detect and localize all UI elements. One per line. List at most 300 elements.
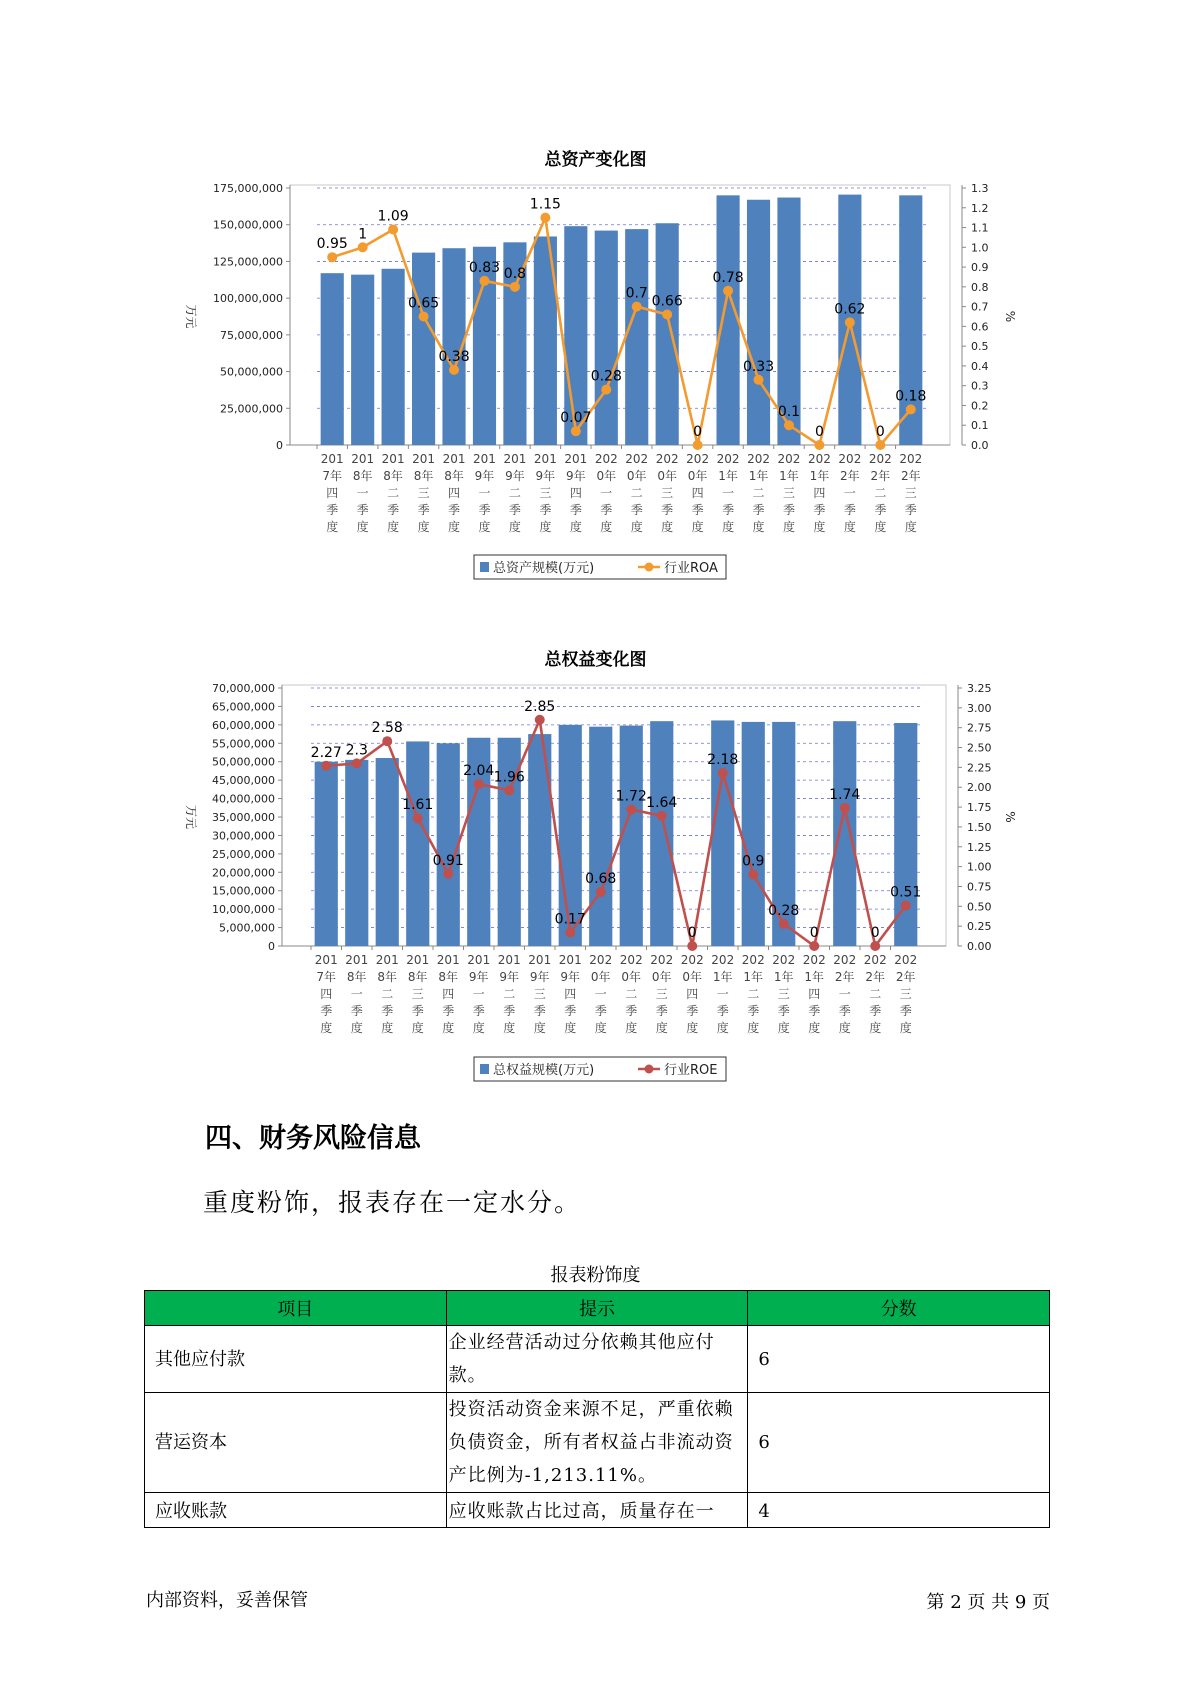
x-tick-label: 201 (473, 452, 496, 466)
line-point (449, 365, 459, 375)
data-label: 0.07 (560, 410, 592, 427)
x-tick-label: 0年 (687, 469, 708, 483)
data-label: 2.58 (371, 720, 403, 737)
row-hint: 投资活动资金来源不足，严重依赖负债资金，所有者权益占非流动资产比例为-1,213.11%。 (446, 1393, 748, 1493)
bar (315, 762, 338, 946)
x-tick-label: 1年 (718, 469, 738, 483)
x-tick-label: 度 (716, 1021, 729, 1035)
header-score: 分数 (748, 1291, 1050, 1326)
x-tick-label: 0年 (657, 469, 677, 483)
x-tick-label: 202 (625, 452, 649, 466)
x-tick-label: 度 (722, 520, 735, 534)
line-point (540, 213, 550, 223)
y2-tick-label: 1.75 (967, 801, 992, 815)
data-label: 0.9 (742, 853, 765, 870)
row-hint-text: 应收账款占比过高，质量存在一 (448, 1501, 715, 1522)
x-tick-label: 201 (467, 953, 491, 967)
legend-bar-label: 总权益规模(万元) (493, 1063, 595, 1078)
x-tick-label: 三 (533, 987, 546, 1001)
y-axis-title: 万元 (184, 304, 198, 329)
x-tick-label: 201 (345, 953, 369, 967)
x-tick-label: 9年 (468, 970, 489, 984)
x-tick-label: 季 (503, 1004, 516, 1018)
line-point (845, 317, 855, 327)
x-tick-label: 度 (442, 1021, 455, 1035)
x-tick-label: 季 (655, 1004, 668, 1018)
header-item: 项目 (145, 1291, 447, 1326)
x-tick-label: 度 (600, 520, 613, 534)
x-tick-label: 四 (813, 486, 826, 500)
x-tick-label: 度 (448, 520, 461, 534)
y2-tick-label: 1.0 (971, 241, 989, 255)
y2-tick-label: 1.1 (971, 221, 989, 235)
x-tick-label: 8年 (444, 469, 464, 483)
legend-bar-swatch (480, 1064, 489, 1074)
y-tick-label: 25,000,000 (220, 402, 283, 416)
y-tick-label: 5,000,000 (219, 921, 275, 935)
y-tick-label: 45,000,000 (212, 774, 275, 788)
x-tick-label: 9年 (505, 469, 525, 483)
x-tick-label: 度 (503, 1021, 516, 1035)
x-tick-label: 度 (381, 1021, 394, 1035)
x-tick-label: 季 (594, 1004, 607, 1018)
x-tick-label: 度 (594, 1021, 607, 1035)
y-tick-label: 0 (276, 439, 283, 452)
y-tick-label: 150,000,000 (213, 218, 283, 232)
x-tick-label: 季 (569, 503, 582, 517)
x-tick-label: 度 (387, 520, 400, 534)
x-tick-label: 201 (497, 953, 521, 967)
x-tick-label: 三 (899, 987, 912, 1001)
data-label: 0.78 (712, 269, 744, 286)
x-tick-label: 201 (320, 452, 344, 466)
data-label: 1.74 (829, 786, 861, 803)
x-tick-label: 1年 (804, 970, 825, 984)
data-label: 2.85 (524, 698, 556, 715)
x-tick-label: 201 (442, 452, 466, 466)
x-tick-label: 季 (904, 503, 917, 517)
x-tick-label: 一 (472, 987, 485, 1001)
bar (650, 721, 673, 946)
x-tick-label: 季 (752, 503, 765, 517)
y2-tick-label: 1.25 (967, 840, 992, 854)
x-tick-label: 三 (904, 486, 917, 500)
line-point (413, 813, 423, 823)
line-point (535, 715, 545, 725)
x-tick-label: 二 (869, 987, 882, 1001)
x-tick-label: 度 (747, 1021, 760, 1035)
x-tick-label: 1年 (809, 469, 830, 483)
x-tick-label: 季 (442, 1004, 455, 1018)
data-label: 0.91 (432, 852, 464, 869)
x-tick-label: 202 (802, 953, 826, 967)
data-label: 0.65 (407, 295, 440, 312)
y-tick-label: 55,000,000 (212, 737, 275, 751)
bar (321, 273, 344, 445)
x-tick-label: 201 (564, 452, 588, 466)
x-tick-label: 季 (381, 1004, 394, 1018)
x-tick-label: 201 (351, 452, 375, 466)
line-point (723, 286, 733, 296)
x-tick-label: 季 (417, 503, 430, 517)
x-tick-label: 二 (747, 987, 760, 1001)
x-tick-label: 季 (539, 503, 552, 517)
data-label: 2.18 (707, 751, 739, 768)
x-tick-label: 二 (508, 486, 521, 500)
data-label: 1.96 (493, 769, 525, 786)
data-label: 0.7 (625, 285, 648, 302)
y2-tick-label: 1.50 (967, 820, 992, 834)
x-tick-label: 度 (808, 1021, 821, 1035)
data-label: 0.1 (777, 404, 801, 421)
y-tick-label: 10,000,000 (212, 903, 275, 917)
line-point (565, 928, 575, 938)
x-tick-label: 一 (600, 486, 613, 500)
x-tick-label: 202 (863, 953, 887, 967)
x-tick-label: 一 (356, 486, 369, 500)
bar (656, 223, 679, 445)
x-tick-label: 2年 (895, 970, 916, 984)
bar (717, 195, 740, 445)
x-tick-label: 度 (569, 520, 582, 534)
x-tick-label: 9年 (499, 970, 520, 984)
x-tick-label: 9年 (529, 970, 550, 984)
bar (351, 275, 374, 445)
x-tick-label: 度 (350, 1021, 363, 1035)
data-label: 0.38 (438, 348, 470, 365)
x-tick-label: 季 (661, 503, 674, 517)
total-assets-chart (0, 160, 1191, 600)
x-tick-label: 二 (503, 987, 516, 1001)
x-tick-label: 0年 (590, 970, 611, 984)
y-tick-label: 65,000,000 (212, 700, 275, 714)
data-label: 1.64 (646, 794, 678, 811)
data-label: 0.33 (742, 358, 775, 375)
x-tick-label: 四 (442, 987, 455, 1001)
row-item: 其他应付款 (145, 1326, 447, 1393)
header-hint: 提示 (446, 1291, 748, 1326)
x-tick-label: 度 (655, 1021, 668, 1035)
x-tick-label: 四 (448, 486, 461, 500)
x-tick-label: 1年 (743, 970, 764, 984)
bar (625, 229, 648, 445)
x-tick-label: 季 (777, 1004, 790, 1018)
data-label: 0.28 (768, 902, 800, 919)
y-tick-label: 50,000,000 (220, 365, 283, 379)
x-tick-label: 202 (833, 953, 857, 967)
x-tick-label: 二 (381, 987, 394, 1001)
x-tick-label: 0年 (682, 970, 703, 984)
y2-tick-label: 2.00 (967, 781, 992, 795)
data-label: 0.18 (895, 388, 927, 405)
y2-tick-label: 0.7 (971, 300, 989, 314)
x-tick-label: 8年 (438, 970, 459, 984)
y2-tick-label: 0.9 (971, 261, 989, 275)
line-point (906, 404, 916, 414)
x-tick-label: 201 (412, 452, 436, 466)
y2-tick-label: 3.25 (967, 682, 992, 695)
data-label: 0 (687, 925, 697, 941)
x-tick-label: 9年 (566, 469, 586, 483)
x-tick-label: 四 (569, 486, 582, 500)
legend-bar-label: 总资产规模(万元) (493, 561, 595, 576)
line-point (840, 803, 850, 813)
chart1-title: 总资产变化图 (544, 150, 647, 170)
bar (376, 758, 399, 946)
x-tick-label: 三 (411, 987, 424, 1001)
data-label: 2.3 (345, 742, 368, 759)
bar (742, 722, 765, 946)
line-point (504, 785, 514, 795)
data-label: 1 (358, 226, 368, 243)
x-tick-label: 季 (387, 503, 400, 517)
bar (437, 743, 460, 946)
legend-line-marker (645, 563, 654, 572)
bar (589, 727, 612, 946)
line-point (814, 440, 824, 450)
x-tick-label: 季 (808, 1004, 821, 1018)
x-tick-label: 四 (691, 486, 704, 500)
data-label: 2.04 (463, 763, 495, 780)
y2-tick-label: 2.50 (967, 741, 992, 755)
x-tick-label: 度 (411, 1021, 424, 1035)
x-tick-label: 202 (741, 953, 765, 967)
y2-tick-label: 0.00 (967, 940, 992, 953)
y-tick-label: 70,000,000 (212, 682, 275, 695)
x-tick-label: 季 (411, 1004, 424, 1018)
line-point (479, 276, 489, 286)
line-point (571, 426, 581, 436)
x-tick-label: 1年 (748, 469, 769, 483)
x-tick-label: 度 (686, 1021, 699, 1035)
legend-line-label: 行业ROE (664, 1063, 718, 1078)
y2-tick-label: 0.8 (971, 280, 989, 294)
x-tick-label: 三 (777, 987, 790, 1001)
legend-line-marker (645, 1065, 654, 1074)
x-tick-label: 201 (375, 953, 399, 967)
x-tick-label: 202 (686, 452, 710, 466)
x-tick-label: 二 (630, 486, 643, 500)
x-tick-label: 度 (630, 520, 643, 534)
x-tick-label: 季 (813, 503, 826, 517)
line-point (870, 941, 880, 951)
x-tick-label: 8年 (377, 970, 398, 984)
x-tick-label: 季 (320, 1004, 333, 1018)
data-label: 1.72 (615, 788, 647, 805)
row-score (748, 1493, 1050, 1528)
data-label: 0.95 (316, 236, 348, 253)
x-tick-label: 四 (326, 486, 339, 500)
y-tick-label: 35,000,000 (212, 811, 275, 824)
x-tick-label: 季 (899, 1004, 912, 1018)
line-point (352, 758, 362, 768)
x-tick-label: 度 (564, 1021, 577, 1035)
y2-tick-label: 0.75 (967, 880, 992, 894)
x-tick-label: 2年 (834, 970, 855, 984)
x-tick-label: 度 (843, 520, 856, 534)
line-point (601, 385, 611, 395)
x-tick-label: 季 (686, 1004, 699, 1018)
x-tick-label: 度 (478, 520, 491, 534)
x-tick-label: 202 (619, 953, 643, 967)
y2-tick-label: 1.2 (971, 201, 989, 215)
line-point (596, 887, 606, 897)
bar (747, 200, 770, 445)
row-score-text: 4 (758, 1501, 770, 1522)
x-tick-label: 三 (417, 486, 430, 500)
y2-axis-title: % (1003, 310, 1017, 323)
data-label: 0.68 (585, 871, 617, 888)
bar (412, 253, 435, 445)
x-tick-label: 8年 (407, 970, 428, 984)
row-hint (446, 1493, 748, 1528)
x-tick-label: 9年 (560, 970, 581, 984)
section-text: 重度粉饰，报表存在一定水分。 (203, 1188, 582, 1217)
x-tick-label: 季 (869, 1004, 882, 1018)
row-item (145, 1493, 447, 1528)
table-row (145, 1326, 1050, 1393)
x-tick-label: 季 (448, 503, 461, 517)
x-tick-label: 1年 (712, 970, 733, 984)
legend (474, 1057, 726, 1081)
row-item: 营运资本 (145, 1393, 447, 1493)
x-tick-label: 201 (314, 953, 338, 967)
x-tick-label: 度 (869, 1021, 882, 1035)
x-tick-label: 度 (904, 520, 917, 534)
y-tick-label: 60,000,000 (212, 718, 275, 732)
data-label: 1.15 (529, 196, 561, 213)
chart2-title: 总权益变化图 (544, 650, 647, 670)
x-tick-label: 季 (472, 1004, 485, 1018)
footer-confidential: 内部资料，妥善保管 (146, 1590, 308, 1611)
line-point (358, 242, 368, 252)
line-point (779, 919, 789, 929)
x-tick-label: 度 (782, 520, 795, 534)
y-tick-label: 50,000,000 (212, 755, 275, 769)
x-tick-label: 0年 (621, 970, 642, 984)
x-tick-label: 1年 (773, 970, 794, 984)
x-tick-label: 度 (508, 520, 521, 534)
y-tick-label: 125,000,000 (213, 255, 283, 269)
x-tick-label: 202 (777, 452, 801, 466)
data-label: 0.17 (554, 911, 586, 928)
x-tick-label: 202 (838, 452, 862, 466)
x-tick-label: 7年 (316, 970, 337, 984)
line-point (474, 779, 484, 789)
line-point (388, 225, 398, 235)
table-row (145, 1393, 1050, 1493)
x-tick-label: 202 (589, 953, 613, 967)
data-label: 0 (809, 925, 819, 941)
legend-line-label: 行业ROA (664, 561, 718, 576)
line-point (875, 440, 885, 450)
y2-tick-label: 0.3 (971, 379, 989, 393)
row-hint: 企业经营活动过分依赖其他应付款。 (446, 1326, 748, 1393)
x-tick-label: 1年 (779, 469, 799, 483)
line-point (510, 282, 520, 292)
x-tick-label: 四 (320, 987, 333, 1001)
line-point (657, 811, 667, 821)
x-tick-label: 季 (478, 503, 491, 517)
x-tick-label: 度 (356, 520, 369, 534)
y2-tick-label: 2.75 (967, 721, 992, 735)
bar (406, 741, 429, 946)
x-tick-label: 一 (716, 987, 729, 1001)
data-label: 1.09 (377, 208, 409, 225)
x-tick-label: 度 (777, 1021, 790, 1035)
x-tick-label: 四 (564, 987, 577, 1001)
legend-bar-swatch (480, 562, 489, 572)
x-tick-label: 0年 (626, 469, 647, 483)
y2-tick-label: 0.0 (971, 439, 989, 452)
x-tick-label: 201 (406, 953, 430, 967)
x-tick-label: 202 (772, 953, 796, 967)
x-tick-label: 9年 (474, 469, 495, 483)
x-tick-label: 9年 (535, 469, 556, 483)
x-tick-label: 度 (417, 520, 430, 534)
x-tick-label: 度 (813, 520, 826, 534)
x-tick-label: 一 (478, 486, 491, 500)
x-tick-label: 202 (711, 953, 735, 967)
table-row (145, 1493, 1050, 1528)
x-tick-label: 0年 (651, 970, 672, 984)
data-label: 0.62 (834, 301, 866, 318)
x-tick-label: 8年 (352, 469, 373, 483)
x-tick-label: 季 (356, 503, 369, 517)
whitewash-table (144, 1290, 1050, 1528)
x-tick-label: 2年 (900, 469, 921, 483)
x-tick-label: 季 (625, 1004, 638, 1018)
x-tick-label: 202 (650, 953, 674, 967)
x-tick-label: 202 (899, 452, 923, 466)
data-label: 0 (875, 424, 885, 440)
x-tick-label: 一 (843, 486, 856, 500)
table-caption: 报表粉饰度 (550, 1265, 641, 1286)
x-tick-label: 季 (600, 503, 613, 517)
x-tick-label: 度 (691, 520, 704, 534)
x-tick-label: 2年 (840, 469, 860, 483)
bar (620, 726, 643, 946)
data-label: 0.51 (890, 884, 922, 901)
x-tick-label: 季 (782, 503, 795, 517)
y2-tick-label: 1.00 (967, 860, 992, 874)
x-tick-label: 三 (782, 486, 795, 500)
x-tick-label: 度 (539, 520, 552, 534)
data-label: 0.8 (503, 265, 527, 282)
x-tick-label: 季 (326, 503, 339, 517)
x-tick-label: 度 (625, 1021, 638, 1035)
x-tick-label: 季 (564, 1004, 577, 1018)
line-point (784, 420, 794, 430)
x-tick-label: 二 (752, 486, 765, 500)
x-tick-label: 二 (874, 486, 887, 500)
x-tick-label: 度 (899, 1021, 912, 1035)
x-tick-label: 四 (808, 987, 821, 1001)
line-point (662, 310, 672, 320)
x-tick-label: 201 (436, 953, 460, 967)
x-tick-label: 季 (874, 503, 887, 517)
bar (382, 269, 405, 445)
bar (833, 721, 856, 946)
legend (474, 555, 726, 579)
x-tick-label: 202 (594, 452, 618, 466)
x-tick-label: 度 (752, 520, 765, 534)
data-label: 0.83 (468, 259, 501, 276)
line-point (327, 252, 337, 262)
x-tick-label: 202 (716, 452, 740, 466)
line-point (419, 312, 429, 322)
x-tick-label: 7年 (322, 469, 343, 483)
